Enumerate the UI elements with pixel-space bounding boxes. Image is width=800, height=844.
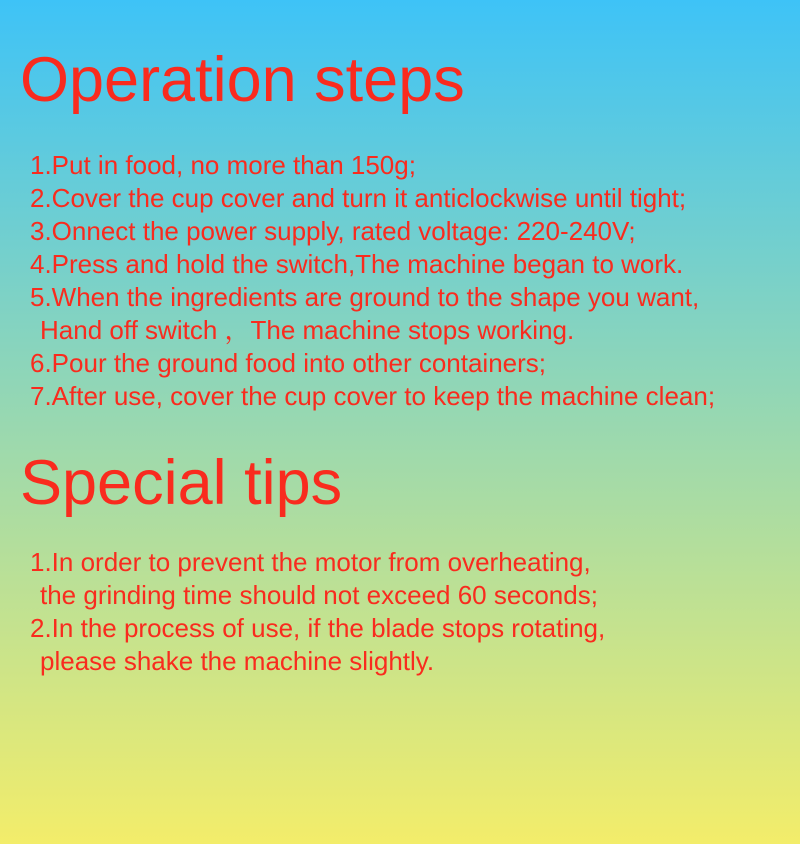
special-tips-title: Special tips (20, 448, 343, 518)
operation-step-line: 6.Pour the ground food into other containers; (30, 348, 547, 378)
tip-line: 2.In the process of use, if the blade stops rotating, (30, 613, 606, 643)
operation-step-continuation-line: Hand off switch ，The machine stops working. (40, 315, 575, 345)
operation-step-line: 4.Press and hold the switch,The machine began to work. (30, 249, 684, 279)
operation-step-line: 1.Put in food, no more than 150g; (30, 150, 416, 180)
instruction-page (0, 44, 800, 844)
special-tips-list (0, 546, 800, 678)
operation-steps-title: Operation steps (20, 45, 465, 115)
operation-step-line: 2.Cover the cup cover and turn it anticlockwise until tight; (30, 183, 687, 213)
operation-step-line: 5.When the ingredients are ground to the shape you want, (30, 282, 700, 312)
tip-continuation-line: please shake the machine slightly. (40, 646, 435, 676)
tip-line: 1.In order to prevent the motor from overheating, (30, 547, 591, 577)
tip-continuation-line: the grinding time should not exceed 60 seconds; (40, 580, 598, 610)
operation-step-line: 3.Onnect the power supply, rated voltage: 220-240V; (30, 216, 636, 246)
operation-step-line: 7.After use, cover the cup cover to keep the machine clean; (30, 381, 716, 411)
operation-steps-list (0, 149, 800, 413)
